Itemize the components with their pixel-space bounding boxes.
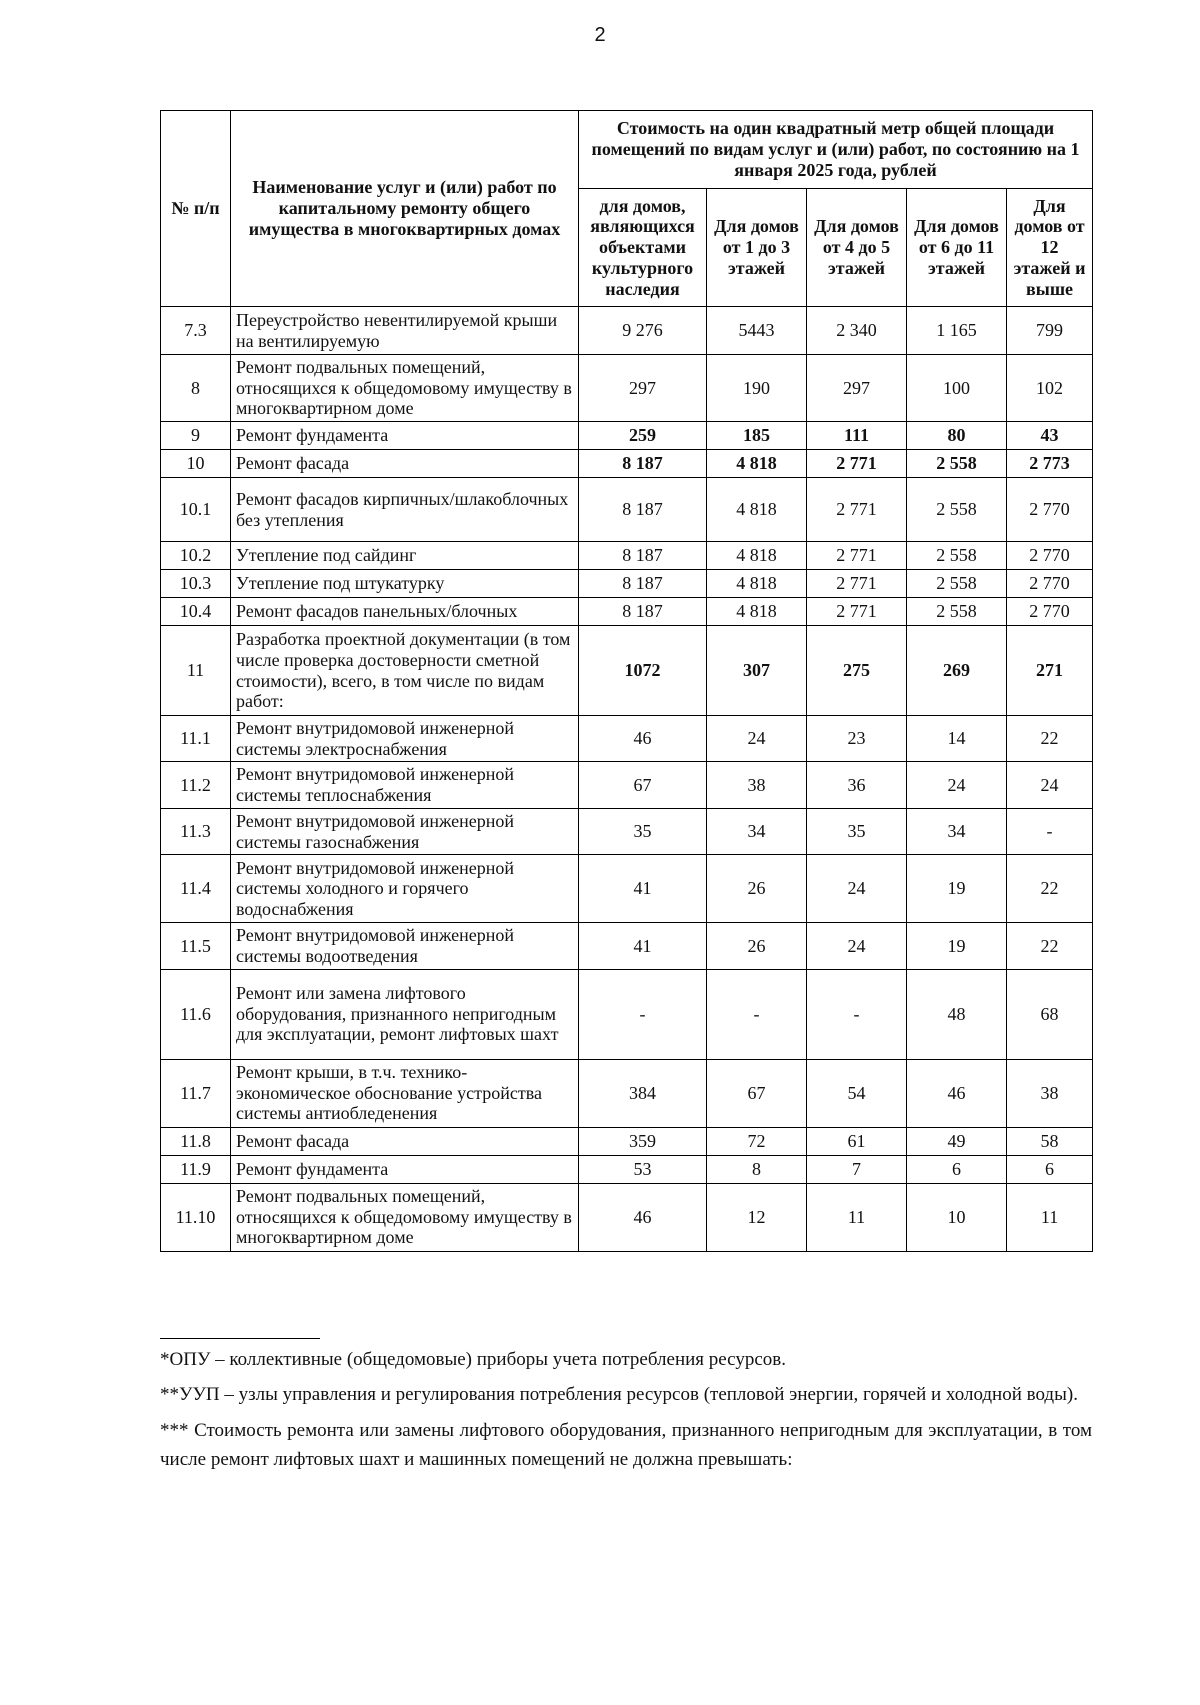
row-service-name: Ремонт фасадов панельных/блочных	[231, 598, 579, 626]
row-cost-value: 53	[579, 1155, 707, 1183]
row-cost-value: 102	[1007, 355, 1093, 422]
row-cost-value: 23	[807, 716, 907, 762]
row-cost-value: 111	[807, 422, 907, 450]
table-header	[161, 111, 1093, 307]
header-num: № п/п	[161, 111, 231, 307]
row-number: 11.5	[161, 923, 231, 969]
table-row	[161, 1155, 1093, 1183]
row-number: 11.2	[161, 762, 231, 808]
table-row	[161, 716, 1093, 762]
row-cost-value: 46	[579, 716, 707, 762]
row-cost-value: 26	[707, 855, 807, 923]
row-cost-value: 11	[807, 1183, 907, 1251]
row-cost-value: 1072	[579, 626, 707, 716]
row-cost-value: 22	[1007, 716, 1093, 762]
row-cost-value: 4 818	[707, 570, 807, 598]
row-cost-value: 8	[707, 1155, 807, 1183]
row-cost-value: 8 187	[579, 598, 707, 626]
row-cost-value: 46	[579, 1183, 707, 1251]
row-number: 11.10	[161, 1183, 231, 1251]
row-cost-value: 100	[907, 355, 1007, 422]
header-col-heritage: для домов, являющихся объектами культурного наследия	[579, 189, 707, 307]
row-cost-value: 46	[907, 1059, 1007, 1127]
row-service-name: Ремонт внутридомовой инженерной системы теплоснабжения	[231, 762, 579, 808]
row-cost-value: 24	[807, 923, 907, 969]
row-service-name: Разработка проектной документации (в том числе проверка достоверности сметной стоимости), всего, в том числе по видам работ:	[231, 626, 579, 716]
row-cost-value: 10	[907, 1183, 1007, 1251]
row-cost-value: 72	[707, 1127, 807, 1155]
table-row	[161, 450, 1093, 478]
row-number: 11.9	[161, 1155, 231, 1183]
row-cost-value: 269	[907, 626, 1007, 716]
footnote-divider	[160, 1338, 320, 1339]
row-number: 11.8	[161, 1127, 231, 1155]
row-cost-value: 35	[579, 808, 707, 854]
row-service-name: Утепление под сайдинг	[231, 542, 579, 570]
table-row	[161, 1059, 1093, 1127]
row-cost-value: 34	[707, 808, 807, 854]
row-number: 10.1	[161, 478, 231, 542]
row-service-name: Ремонт или замена лифтового оборудования, признанного непригодным для эксплуатации, ремонт лифтовых шахт	[231, 969, 579, 1059]
row-cost-value: 49	[907, 1127, 1007, 1155]
row-cost-value: 6	[907, 1155, 1007, 1183]
row-cost-value: 5443	[707, 307, 807, 355]
row-service-name: Ремонт внутридомовой инженерной системы холодного и горячего водоснабжения	[231, 855, 579, 923]
row-cost-value: 7	[807, 1155, 907, 1183]
row-cost-value: 22	[1007, 855, 1093, 923]
header-cost-group: Стоимость на один квадратный метр общей площади помещений по видам услуг и (или) работ, по состоянию на 1 января 2025 года, рублей	[579, 111, 1093, 189]
header-name: Наименование услуг и (или) работ по капитальному ремонту общего имущества в многоквартирных домах	[231, 111, 579, 307]
row-cost-value: 2 770	[1007, 542, 1093, 570]
row-cost-value: 43	[1007, 422, 1093, 450]
footnote-uup: **УУП – узлы управления и регулирования потребления ресурсов (тепловой энергии, горячей и холодной воды).	[160, 1384, 1078, 1406]
row-service-name: Ремонт внутридомовой инженерной системы водоотведения	[231, 923, 579, 969]
row-number: 9	[161, 422, 231, 450]
row-cost-value: 24	[707, 716, 807, 762]
header-col-4-5: Для домов от 4 до 5 этажей	[807, 189, 907, 307]
row-cost-value: 11	[1007, 1183, 1093, 1251]
row-cost-value: 4 818	[707, 450, 807, 478]
row-cost-value: 22	[1007, 923, 1093, 969]
row-cost-value: 359	[579, 1127, 707, 1155]
table-row	[161, 762, 1093, 808]
row-cost-value: 41	[579, 923, 707, 969]
row-cost-value: -	[707, 969, 807, 1059]
row-cost-value: 275	[807, 626, 907, 716]
row-cost-value: 38	[707, 762, 807, 808]
footnotes	[160, 1338, 1092, 1481]
row-cost-value: -	[807, 969, 907, 1059]
row-cost-value: 80	[907, 422, 1007, 450]
row-cost-value: 297	[579, 355, 707, 422]
row-number: 11.4	[161, 855, 231, 923]
row-cost-value: 36	[807, 762, 907, 808]
row-cost-value: 307	[707, 626, 807, 716]
row-cost-value: 8 187	[579, 450, 707, 478]
row-cost-value: 14	[907, 716, 1007, 762]
row-service-name: Ремонт внутридомовой инженерной системы газоснабжения	[231, 808, 579, 854]
row-service-name: Ремонт фундамента	[231, 1155, 579, 1183]
table-row	[161, 307, 1093, 355]
row-cost-value: 54	[807, 1059, 907, 1127]
row-cost-value: 799	[1007, 307, 1093, 355]
row-cost-value: 2 773	[1007, 450, 1093, 478]
row-cost-value: 2 770	[1007, 570, 1093, 598]
row-cost-value: 297	[807, 355, 907, 422]
cost-table	[160, 110, 1093, 1252]
row-cost-value: 67	[579, 762, 707, 808]
row-cost-value: 8 187	[579, 542, 707, 570]
row-cost-value: 2 558	[907, 542, 1007, 570]
row-cost-value: 34	[907, 808, 1007, 854]
row-cost-value: 38	[1007, 1059, 1093, 1127]
row-cost-value: 19	[907, 855, 1007, 923]
row-number: 10.3	[161, 570, 231, 598]
row-number: 10	[161, 450, 231, 478]
row-number: 11	[161, 626, 231, 716]
header-col-6-11: Для домов от 6 до 11 этажей	[907, 189, 1007, 307]
row-cost-value: 48	[907, 969, 1007, 1059]
footnote-opu: *ОПУ – коллективные (общедомовые) приборы учета потребления ресурсов.	[160, 1349, 787, 1370]
row-service-name: Переустройство невентилируемой крыши на вентилируемую	[231, 307, 579, 355]
row-number: 11.6	[161, 969, 231, 1059]
row-cost-value: 8 187	[579, 478, 707, 542]
row-cost-value: 2 771	[807, 542, 907, 570]
row-service-name: Ремонт крыши, в т.ч. технико-экономическое обоснование устройства системы антиобледенения	[231, 1059, 579, 1127]
row-cost-value: 1 165	[907, 307, 1007, 355]
row-number: 11.1	[161, 716, 231, 762]
row-cost-value: 271	[1007, 626, 1093, 716]
row-number: 8	[161, 355, 231, 422]
row-service-name: Ремонт фасада	[231, 1127, 579, 1155]
table-row	[161, 422, 1093, 450]
table-row	[161, 923, 1093, 969]
row-cost-value: 24	[907, 762, 1007, 808]
header-col-1-3: Для домов от 1 до 3 этажей	[707, 189, 807, 307]
row-cost-value: 190	[707, 355, 807, 422]
row-cost-value: 24	[1007, 762, 1093, 808]
row-cost-value: 4 818	[707, 598, 807, 626]
row-cost-value: 2 771	[807, 570, 907, 598]
row-service-name: Ремонт подвальных помещений, относящихся к общедомовому имуществу в многоквартирном доме	[231, 1183, 579, 1251]
page-number: 2	[594, 24, 606, 46]
row-cost-value: 24	[807, 855, 907, 923]
table-row	[161, 626, 1093, 716]
row-number: 7.3	[161, 307, 231, 355]
row-cost-value: 2 558	[907, 478, 1007, 542]
row-number: 10.4	[161, 598, 231, 626]
header-col-12-plus: Для домов от 12 этажей и выше	[1007, 189, 1093, 307]
table-row	[161, 1127, 1093, 1155]
row-cost-value: 2 770	[1007, 478, 1093, 542]
footnote-elevator: *** Стоимость ремонта или замены лифтового оборудования, признанного непригодным для эксплуатации, в том числе ремонт лифтовых шахт и машинных помещений не должна превышать:	[160, 1419, 1092, 1471]
row-cost-value: -	[579, 969, 707, 1059]
table-row	[161, 355, 1093, 422]
row-cost-value: 19	[907, 923, 1007, 969]
table-row	[161, 598, 1093, 626]
row-cost-value: 2 558	[907, 598, 1007, 626]
row-cost-value: -	[1007, 808, 1093, 854]
row-cost-value: 2 771	[807, 478, 907, 542]
row-cost-value: 41	[579, 855, 707, 923]
row-cost-value: 384	[579, 1059, 707, 1127]
table-row	[161, 542, 1093, 570]
table-row	[161, 478, 1093, 542]
row-cost-value: 2 340	[807, 307, 907, 355]
row-cost-value: 12	[707, 1183, 807, 1251]
row-cost-value: 61	[807, 1127, 907, 1155]
row-number: 10.2	[161, 542, 231, 570]
row-service-name: Ремонт фасадов кирпичных/шлакоблочных без утепления	[231, 478, 579, 542]
row-cost-value: 2 771	[807, 450, 907, 478]
table-row	[161, 570, 1093, 598]
row-service-name: Ремонт внутридомовой инженерной системы электроснабжения	[231, 716, 579, 762]
table-body	[161, 307, 1093, 1252]
row-service-name: Утепление под штукатурку	[231, 570, 579, 598]
row-cost-value: 68	[1007, 969, 1093, 1059]
row-cost-value: 6	[1007, 1155, 1093, 1183]
row-cost-value: 67	[707, 1059, 807, 1127]
row-service-name: Ремонт фасада	[231, 450, 579, 478]
row-cost-value: 35	[807, 808, 907, 854]
table-row	[161, 855, 1093, 923]
row-cost-value: 2 771	[807, 598, 907, 626]
row-cost-value: 9 276	[579, 307, 707, 355]
row-number: 11.3	[161, 808, 231, 854]
table-row	[161, 969, 1093, 1059]
row-cost-value: 2 558	[907, 450, 1007, 478]
table-row	[161, 1183, 1093, 1251]
row-cost-value: 2 558	[907, 570, 1007, 598]
row-service-name: Ремонт фундамента	[231, 422, 579, 450]
row-cost-value: 8 187	[579, 570, 707, 598]
row-number: 11.7	[161, 1059, 231, 1127]
row-cost-value: 2 770	[1007, 598, 1093, 626]
row-cost-value: 4 818	[707, 542, 807, 570]
table-row	[161, 808, 1093, 854]
row-cost-value: 58	[1007, 1127, 1093, 1155]
row-cost-value: 259	[579, 422, 707, 450]
row-cost-value: 26	[707, 923, 807, 969]
row-service-name: Ремонт подвальных помещений, относящихся к общедомовому имуществу в многоквартирном доме	[231, 355, 579, 422]
row-cost-value: 185	[707, 422, 807, 450]
row-cost-value: 4 818	[707, 478, 807, 542]
